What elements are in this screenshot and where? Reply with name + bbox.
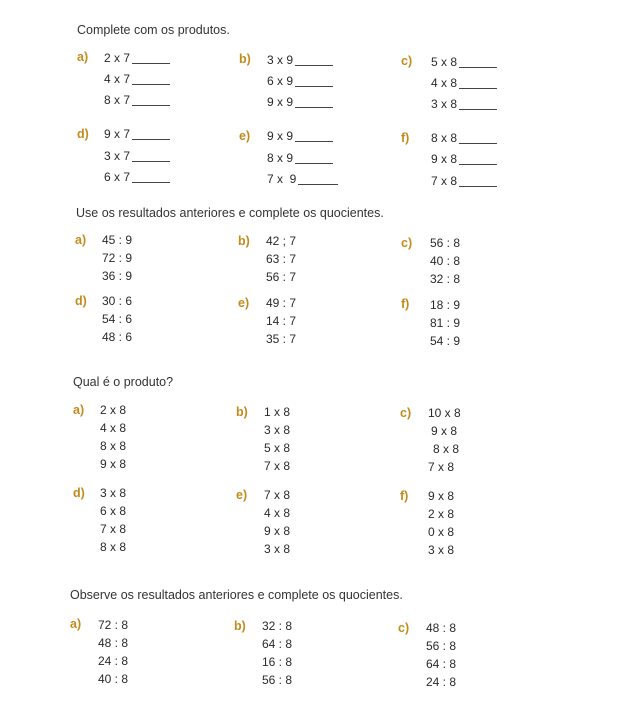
exercise-2b-item-3[interactable]: 56 : 7	[266, 270, 297, 284]
exercise-1c-label: c)	[401, 54, 413, 68]
exercise-1e-item-1[interactable]: 9 x 9	[267, 130, 333, 142]
exercise-4a-item-2[interactable]: 48 : 8	[98, 636, 129, 650]
exercise-2b-item-2[interactable]: 63 : 7	[266, 252, 297, 266]
exercise-1e-item-3[interactable]: 7 x 9	[267, 173, 338, 185]
exercise-2f-item-1[interactable]: 18 : 9	[430, 298, 461, 312]
exercise-2c-item-1[interactable]: 56 : 8	[430, 236, 461, 250]
exercise-1c-item-1[interactable]: 5 x 8	[431, 56, 497, 68]
exercise-3a-item-1[interactable]: 2 x 8	[100, 403, 127, 417]
exercise-1a-item-2[interactable]: 4 x 7	[104, 73, 170, 85]
exercise-4c-item-3[interactable]: 64 : 8	[426, 657, 457, 671]
exercise-3e-item-1[interactable]: 7 x 8	[264, 488, 291, 502]
exercise-4a-item-1[interactable]: 72 : 8	[98, 618, 129, 632]
exercise-2c-label: c)	[401, 236, 413, 250]
exercise-3f-item-2[interactable]: 2 x 8	[428, 507, 455, 521]
exercise-3b-item-2[interactable]: 3 x 8	[264, 423, 291, 437]
exercise-3b-item-3[interactable]: 5 x 8	[264, 441, 291, 455]
exercise-1f-label: f)	[401, 131, 410, 145]
exercise-2c-item-3[interactable]: 32 : 8	[430, 272, 461, 286]
exercise-2d-item-1[interactable]: 30 : 6	[102, 294, 133, 308]
exercise-3e-label: e)	[236, 488, 248, 502]
exercise-2e-item-1[interactable]: 49 : 7	[266, 296, 297, 310]
exercise-3c-item-4[interactable]: 7 x 8	[428, 460, 455, 474]
exercise-1f-item-3[interactable]: 7 x 8	[431, 175, 497, 187]
exercise-4a-label: a)	[70, 617, 82, 631]
exercise-3d-item-3[interactable]: 7 x 8	[100, 522, 127, 536]
exercise-1c-item-3[interactable]: 3 x 8	[431, 98, 497, 110]
exercise-2a-item-3[interactable]: 36 : 9	[102, 269, 133, 283]
exercise-2e-label: e)	[238, 296, 250, 310]
exercise-2d-item-3[interactable]: 48 : 6	[102, 330, 133, 344]
exercise-3c-item-3[interactable]: 8 x 8	[433, 442, 460, 456]
exercise-1d-label: d)	[77, 127, 89, 141]
section-1-instruction: Complete com os produtos.	[77, 23, 230, 37]
exercise-2f-item-3[interactable]: 54 : 9	[430, 334, 461, 348]
exercise-1a-item-1[interactable]: 2 x 7	[104, 52, 170, 64]
exercise-2e-item-3[interactable]: 35 : 7	[266, 332, 297, 346]
exercise-2d-label: d)	[75, 294, 87, 308]
exercise-2b-item-1[interactable]: 42 ; 7	[266, 234, 297, 248]
exercise-1c-item-2[interactable]: 4 x 8	[431, 77, 497, 89]
exercise-3e-item-4[interactable]: 3 x 8	[264, 542, 291, 556]
exercise-1b-item-3[interactable]: 9 x 9	[267, 96, 333, 108]
exercise-4b-item-2[interactable]: 64 : 8	[262, 637, 293, 651]
exercise-3d-item-2[interactable]: 6 x 8	[100, 504, 127, 518]
exercise-1b-item-1[interactable]: 3 x 9	[267, 54, 333, 66]
exercise-3b-label: b)	[236, 405, 248, 419]
exercise-3a-item-4[interactable]: 9 x 8	[100, 457, 127, 471]
exercise-3e-item-3[interactable]: 9 x 8	[264, 524, 291, 538]
exercise-3a-item-2[interactable]: 4 x 8	[100, 421, 127, 435]
exercise-1b-item-2[interactable]: 6 x 9	[267, 75, 333, 87]
exercise-3f-item-1[interactable]: 9 x 8	[428, 489, 455, 503]
exercise-4a-item-4[interactable]: 40 : 8	[98, 672, 129, 686]
exercise-1a-label: a)	[77, 50, 89, 64]
exercise-2f-label: f)	[401, 297, 410, 311]
exercise-1a-item-3[interactable]: 8 x 7	[104, 94, 170, 106]
exercise-3f-item-4[interactable]: 3 x 8	[428, 543, 455, 557]
exercise-4b-item-3[interactable]: 16 : 8	[262, 655, 293, 669]
section-2-instruction: Use os resultados anteriores e complete os quocientes.	[76, 206, 384, 220]
exercise-4b-label: b)	[234, 619, 246, 633]
exercise-3a-item-3[interactable]: 8 x 8	[100, 439, 127, 453]
exercise-1e-item-2[interactable]: 8 x 9	[267, 152, 333, 164]
exercise-3b-item-4[interactable]: 7 x 8	[264, 459, 291, 473]
exercise-4a-item-3[interactable]: 24 : 8	[98, 654, 129, 668]
exercise-1b-label: b)	[239, 52, 251, 66]
exercise-3c-item-1[interactable]: 10 x 8	[428, 406, 461, 420]
exercise-2a-item-1[interactable]: 45 : 9	[102, 233, 133, 247]
exercise-4c-item-2[interactable]: 56 : 8	[426, 639, 457, 653]
exercise-4b-item-1[interactable]: 32 : 8	[262, 619, 293, 633]
exercise-3c-item-2[interactable]: 9 x 8	[431, 424, 458, 438]
exercise-1e-label: e)	[239, 129, 251, 143]
exercise-3f-label: f)	[400, 489, 409, 503]
section-3-instruction: Qual é o produto?	[73, 375, 174, 389]
exercise-1f-item-2[interactable]: 9 x 8	[431, 153, 497, 165]
exercise-4c-item-4[interactable]: 24 : 8	[426, 675, 457, 689]
exercise-2f-item-2[interactable]: 81 : 9	[430, 316, 461, 330]
exercise-2d-item-2[interactable]: 54 : 6	[102, 312, 133, 326]
exercise-3c-label: c)	[400, 406, 412, 420]
exercise-1d-item-1[interactable]: 9 x 7	[104, 128, 170, 140]
exercise-3b-item-1[interactable]: 1 x 8	[264, 405, 291, 419]
exercise-3d-label: d)	[73, 486, 85, 500]
exercise-1d-item-3[interactable]: 6 x 7	[104, 171, 170, 183]
exercise-3a-label: a)	[73, 403, 85, 417]
exercise-2a-item-2[interactable]: 72 : 9	[102, 251, 133, 265]
exercise-1d-item-2[interactable]: 3 x 7	[104, 150, 170, 162]
exercise-3e-item-2[interactable]: 4 x 8	[264, 506, 291, 520]
exercise-4b-item-4[interactable]: 56 : 8	[262, 673, 293, 687]
exercise-2e-item-2[interactable]: 14 : 7	[266, 314, 297, 328]
exercise-4c-label: c)	[398, 621, 410, 635]
exercise-4c-item-1[interactable]: 48 : 8	[426, 621, 457, 635]
section-4-instruction: Observe os resultados anteriores e complete os quocientes.	[70, 588, 403, 602]
exercise-1f-item-1[interactable]: 8 x 8	[431, 132, 497, 144]
exercise-2c-item-2[interactable]: 40 : 8	[430, 254, 461, 268]
exercise-3d-item-1[interactable]: 3 x 8	[100, 486, 127, 500]
exercise-3f-item-3[interactable]: 0 x 8	[428, 525, 455, 539]
exercise-2a-label: a)	[75, 233, 87, 247]
exercise-3d-item-4[interactable]: 8 x 8	[100, 540, 127, 554]
exercise-2b-label: b)	[238, 234, 250, 248]
